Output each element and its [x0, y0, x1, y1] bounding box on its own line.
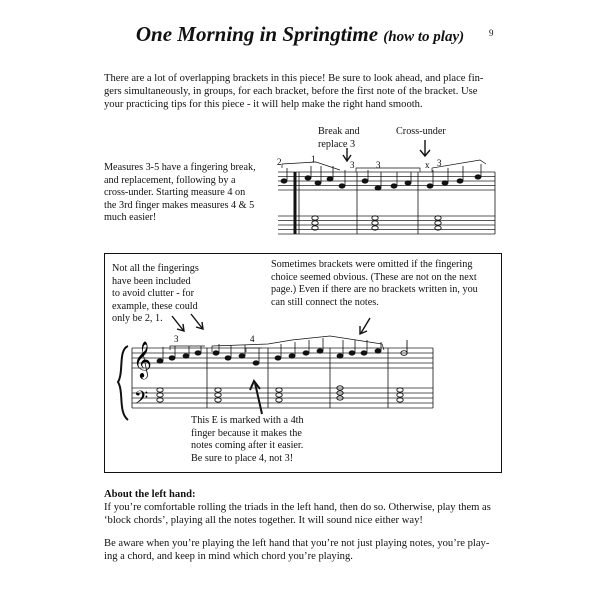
title-main: One Morning in Springtime: [135, 22, 379, 46]
note-line: choice seemed obvious. (These are not on the next: [271, 271, 477, 283]
paragraph-line: Be aware when you’re playing the left hand that you’re not just playing notes, you’re play-: [104, 538, 490, 549]
fingering-brackets: [170, 336, 384, 352]
intro-line: gers simultaneously, in groups, for each bracket, before the first note of the bracket. Use: [104, 86, 478, 98]
fingering-number: 4: [250, 334, 255, 344]
note-line: Sometimes brackets were omitted if the fingering: [271, 259, 473, 270]
note-line: to avoid clutter - for: [112, 288, 195, 300]
fingering-number: 2: [277, 157, 282, 167]
intro-line: There are a lot of overlapping brackets in this piece! Be sure to look ahead, and place fin-: [104, 73, 484, 84]
note-line: page.) Even if there are no brackets written in, you: [271, 284, 478, 296]
note-line: only be 2, 1.: [112, 313, 163, 325]
paragraph-line: ‘block chords’, playing all the notes together. It will sound nice either way!: [104, 515, 423, 527]
paragraph-line: If you’re comfortable rolling the triads in the left hand, then do so. Otherwise, play them as: [104, 502, 491, 514]
fingering-number: 3: [437, 158, 442, 168]
title-subtitle: (how to play): [383, 29, 465, 45]
fingering-number: 3: [350, 160, 355, 170]
fingering-number: 3: [174, 334, 179, 344]
note-line: Measures 3-5 have a fingering break,: [104, 162, 256, 173]
note-line: notes coming after it easier.: [191, 440, 304, 452]
bass-clef-icon: 𝄢: [134, 387, 149, 412]
left-hand-section: [104, 488, 491, 528]
treble-clef-icon: 𝄞: [133, 341, 152, 377]
fingering-number: 1: [311, 154, 316, 164]
note-line: much easier!: [104, 212, 157, 224]
note-line: cross-under. Starting measure 4 on: [104, 187, 246, 199]
arrow-icon: [172, 314, 370, 414]
note-line: and replacement, following by a: [104, 174, 236, 186]
barlines: [132, 348, 433, 408]
section-heading: About the left hand:: [104, 489, 196, 500]
label-line: Break and: [318, 126, 360, 137]
closing-paragraph: [104, 537, 489, 563]
note-line: the 3rd finger makes measures 4 & 5: [104, 199, 255, 211]
paragraph-line: ing a chord, and keep in mind which chord you’re playing.: [104, 551, 353, 563]
staff-brace: [118, 346, 128, 420]
note-line: Not all the fingerings: [112, 263, 199, 274]
page-number: 9: [489, 28, 494, 38]
label-cross-under: Cross-under: [396, 126, 446, 137]
note-line: Be sure to place 4, not 3!: [191, 452, 294, 464]
note-line: can still connect the notes.: [271, 296, 379, 308]
fingering-number: x: [425, 160, 430, 170]
note-line: finger because it makes the: [191, 427, 302, 439]
note-line: have been included: [112, 275, 191, 287]
fingering-number: 3: [376, 160, 381, 170]
note-line: example, these could: [112, 300, 198, 312]
treble-notes: [157, 338, 381, 365]
intro-line: your practicing tips for this piece - it will help make the right hand smooth.: [104, 99, 423, 111]
note-line: This E is marked with a 4th: [191, 415, 304, 426]
label-line: replace 3: [318, 138, 356, 150]
